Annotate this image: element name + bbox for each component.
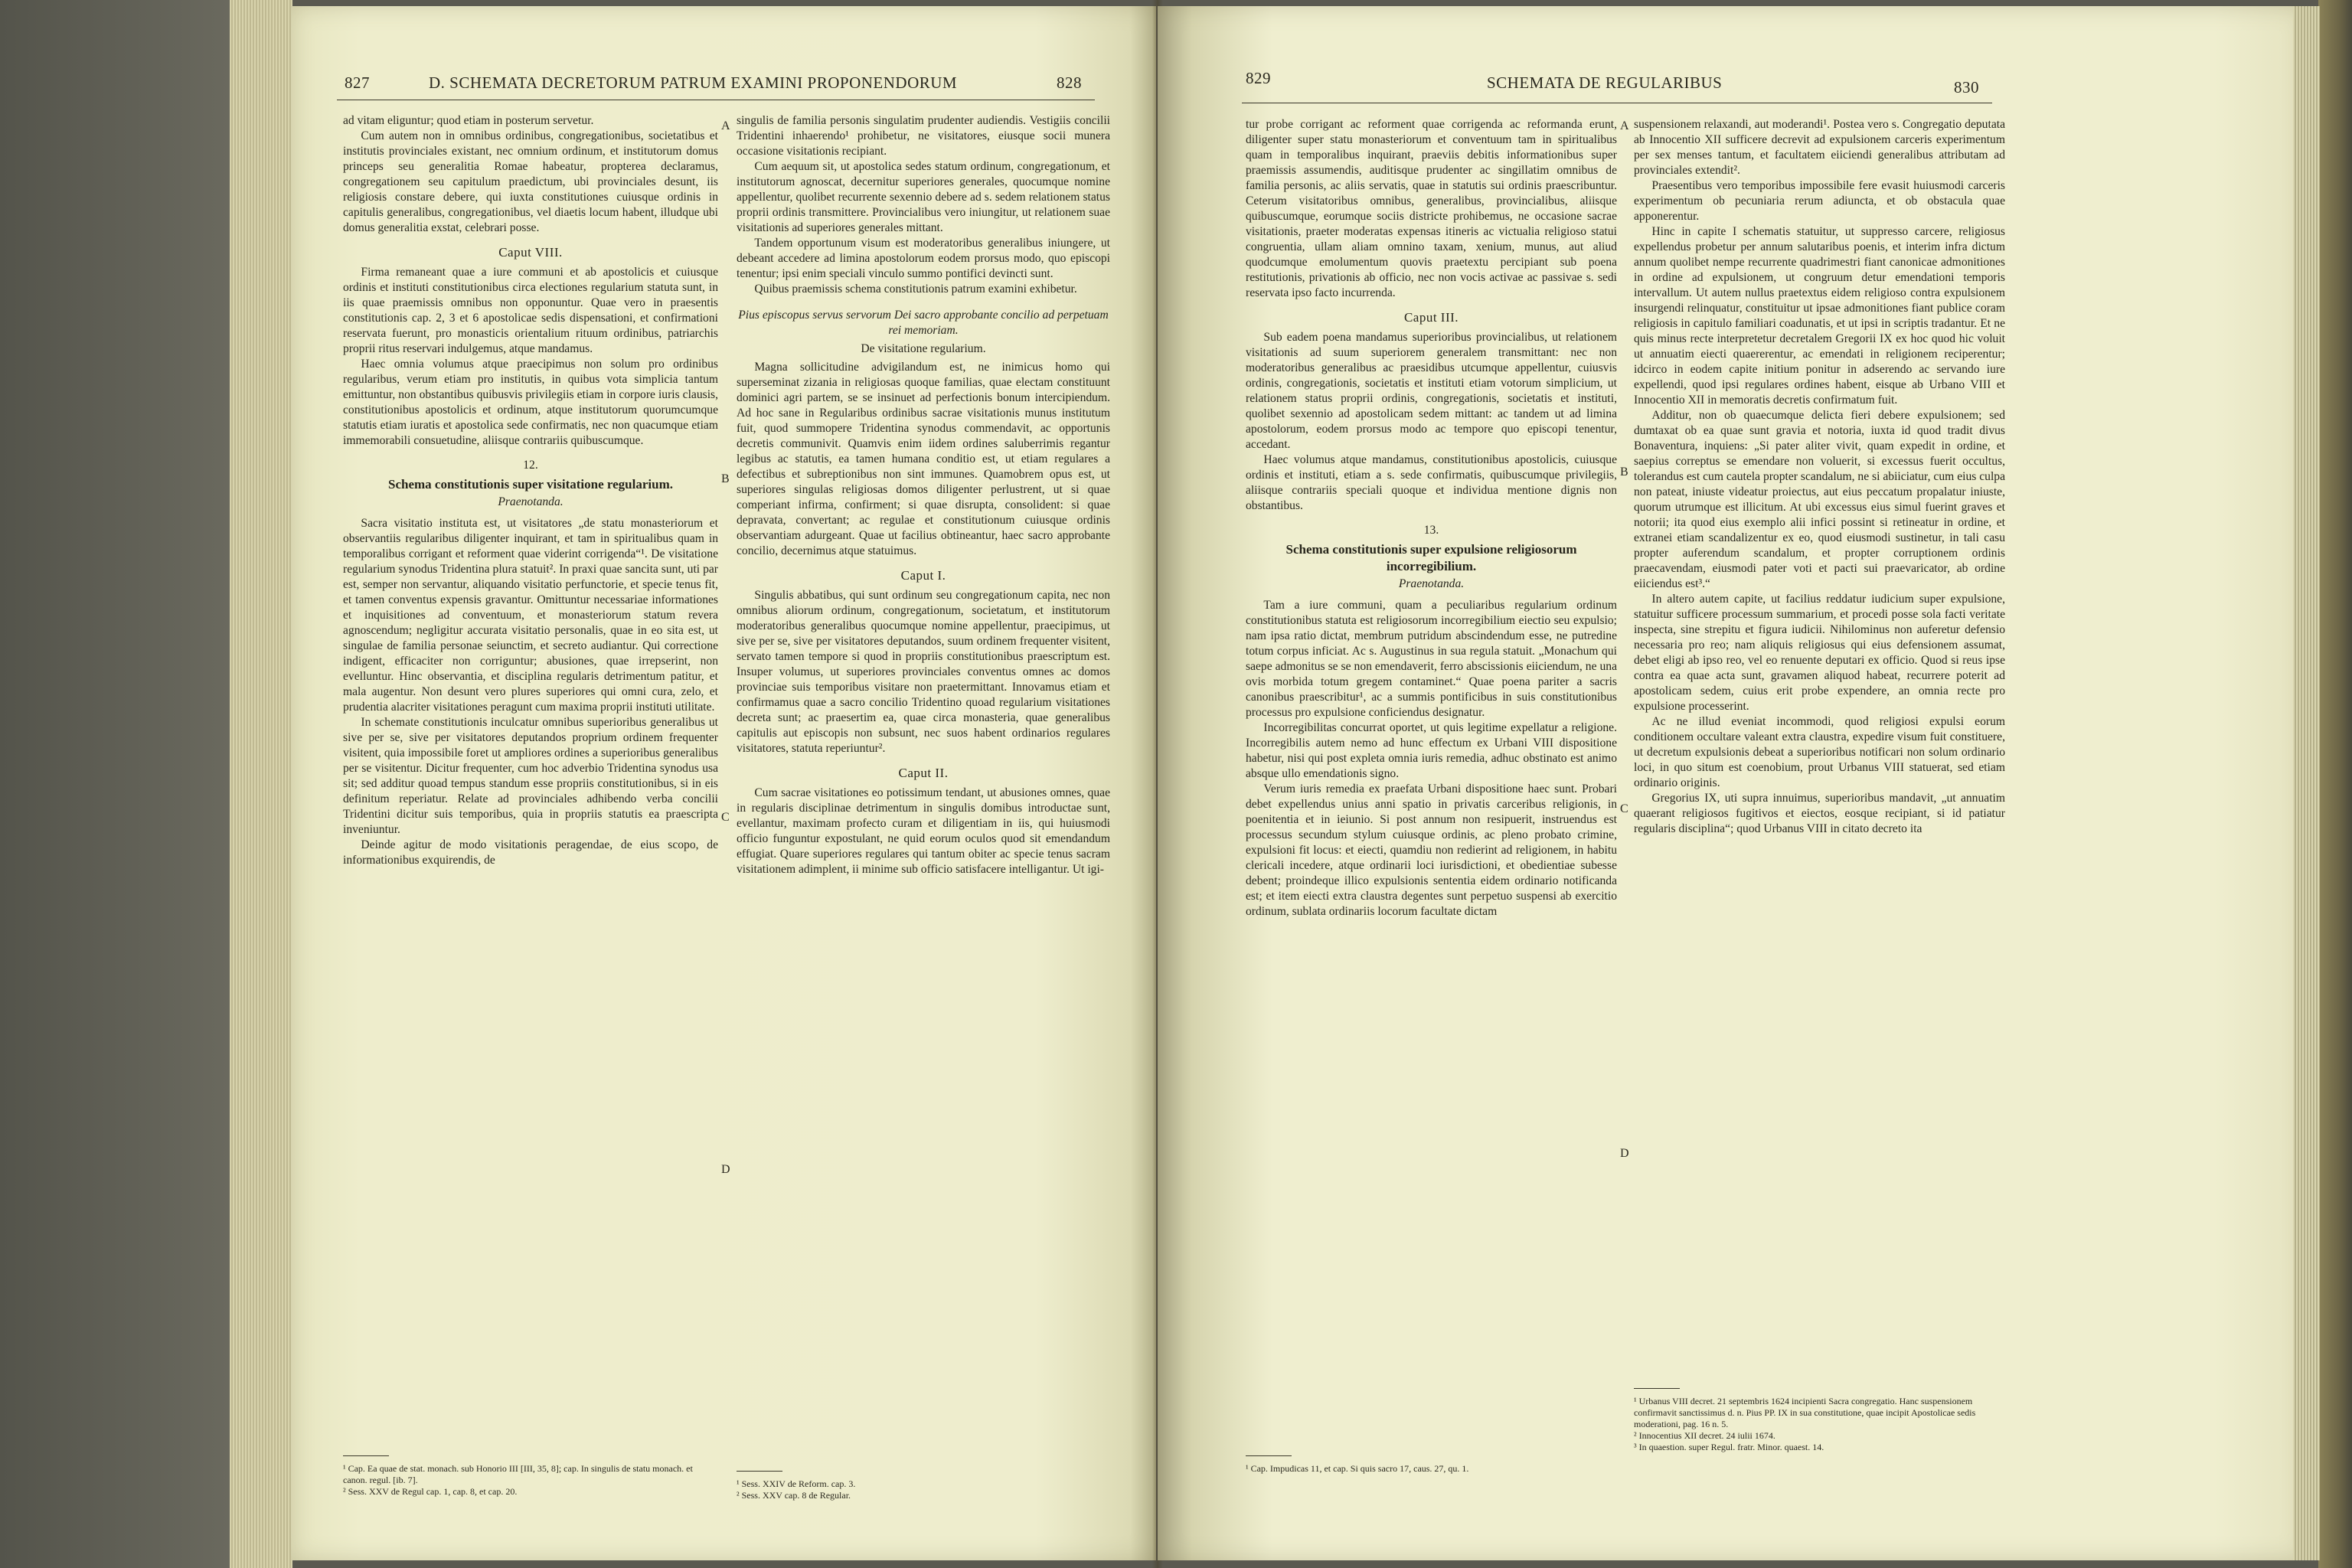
bull-subheading: De visitatione regularium. [861,342,986,355]
schema-number: 12. [523,459,538,472]
paragraph: Deinde agitur de modo visitationis peragendae, de eius scopo, de informationibus exquirendis, de [343,838,718,867]
margin-letter: A [1620,119,1629,132]
paragraph: Firma remaneant quae a iure communi et ab apostolicis et cuiusque ordinis et instituti constitutionibus circa electiones regularium statuta sunt, in iis quae praemissis omnibus non opponuntur. Quae vero in praesentis constitutionis cap. 2, 3 et 6 apostolicae sedis dispensationi, et confirmationi reservata fuerunt, pro monasticis orientalium rituum ordinibus, patriarchis proprii ritus reservari indulgemus, atque mandamus. [343,266,718,355]
paragraph: Hinc in capite I schematis statuitur, ut suppresso carcere, religiosus expellendus probetur per annum salutaribus poenis, et interim infra dictum annum quolibet nempe recurrente quadrimestri fiant canonicae admonitiones in ordine ad expulsionem, ut congruum detur emendationi temporis intervallum. Ut autem nullus praetextus eidem religioso contra expulsionem insurgendi relinquatur, constituitur ut ipsae admonitiones fiant publice coram religiosis in capitulo familiari coadunatis, et ut ipsi in scriptis tradantur. Et ne quis minus recte interpretetur decretalem Gregorii IX ex hoc quod hic voluit ut annuatim eiecti quaererentur, ac emendati in religionem reciperentur; idcirco in eodem capite initium ponitur in adserendo ac servando iure expellendi, quod ipsi regulares ordines habent, eisque ab Urbano VIII et Innocentio XII in memoratis decretis confirmatum fuit. [1634,225,2005,407]
section-heading: Caput III. [1403,310,1459,325]
paragraph: In altero autem capite, ut facilius reddatur iudicium super expulsione, statuitur sufficere processum summarium, et procedi posse sola facti veritate inspecta, sine strepitu et figura iudicii. Nihilominus non auferetur defensio necessaria pro reo; nam aliquis religiosus qui eius defensionem assumat, debet eligi ab ipso reo, vel eo renuente deputari ex officio. Quod si reus ipse contra ea quae acta sunt, gravamen aliquod habeat, recurrere poterit ad apostolicam sedem, cuius erit probe expendere, an omnia recte pro expulsione processerint. [1634,593,2005,713]
footnote: ³ In quaestion. super Regul. fratr. Minor. quaest. 14. [1634,1442,1824,1452]
footnote: ¹ Cap. Impudicas 11, et cap. Si quis sacro 17, caus. 27, qu. 1. [1246,1463,1469,1474]
left-column-1 [343,113,718,868]
margin-letter: D [721,1163,730,1176]
footnote-rule [1634,1388,1680,1389]
left-page-number-outer: 827 [345,74,370,92]
right-page-number-inner: 830 [1954,78,1979,96]
left-footnotes-col2 [737,1478,1110,1501]
margin-letter: D [1620,1147,1629,1160]
schema-title: Schema constitutionis super visitatione regularium. [388,477,673,492]
footnote-rule [343,1455,389,1456]
schema-number: 13. [1423,524,1439,537]
bull-heading: Pius episcopus servus servorum Dei sacro approbante concilio ad perpetuam rei memoriam. [738,309,1109,337]
left-page [291,6,1156,1560]
praenotanda-heading: Praenotanda. [498,495,564,508]
paragraph: Sacra visitatio instituta est, ut visitatores „de statu monasteriorum et observantiis regularibus diligenter inquirant, et tam in spiritualibus quam in temporalibus corrigant et reforment quae viderint corrigenda“¹. De visitatione regularium synodus Tridentina plura statuit². In praxi quae sancita sunt, uti par est, semper non servantur, aliquando visitatio perfunctorie, et specie tenus fit, et tamen conventus expensis gravantur. Omittuntur necessariae informationes et inquisitiones ad conventuum, et monasteriorum statum revera agnoscendum; negligitur accurata visitatio personalis, quae in eo sita est, ut singulae de familia personae seiunctim, et secreto audiantur. Qui correctione indigent, efficaciter non corriguntur; abusiones, quae irrepserint, non evelluntur. Hinc observantia, et disciplina regularis detrimentum patitur, et mala augentur. Non desunt vero plures superiores qui omni cura, zelo, et prudentia alacriter visitationes peragunt cum maxima proprii instituti utilitate. [343,517,718,714]
footnote-rule [1246,1455,1292,1456]
paragraph: Magna sollicitudine advigilandum est, ne inimicus homo qui superseminat zizania in religiosas quoque familias, quae electam constituunt dominici agri partem, se se insinuet ad perfectionis bonum intercipiendum. Ad hoc sane in Regularibus ordinibus sacrae visitationis munus institutum fuit, quod summopere Tridentina synodus commendavit, ac opportunis decretis communivit. Quamvis enim iidem ordines saluberrimis regantur legibus ac statutis, ea tamen humana conditio est, ut etiam regulares a defectibus et subreptionibus non sint immunes. Quamobrem opus est, ut superiores singulas religiosas domos diligenter perlustrent, ut si quae comperiant infirma, confirment; si quae disrupta, consolident: si quae depravata, convertant; ac regulae et constitutionum cuiusque ordinis observantiam adurgeant. Quae ut facilius obtineantur, haec sacro approbante concilio, decernimus atque statuimus. [737,361,1110,557]
footnote: ¹ Urbanus VIII decret. 21 septembris 1624 incipienti Sacra congregatio. Hanc suspensionem confirmavit sanctissimus d. n. Pius PP. IX in sua constitutione, quae incipit Apostolicae sedis moderationi, pag. 16 n. 5. [1634,1396,1976,1429]
margin-letter: B [721,472,730,485]
left-footnotes-col1 [343,1463,718,1498]
paragraph: Praesentibus vero temporibus impossibile fere evasit huiusmodi carceris experimentum ob pecuniaria rerum adiuncta, et ob obstacula quae apponerentur. [1634,179,2005,223]
section-heading: Caput II. [898,766,949,780]
paragraph: Haec omnia volumus atque praecipimus non solum pro ordinibus regularibus, verum etiam pro institutis, in quibus vota simplicia tantum emittuntur, non obstantibus quibusvis privilegiis etiam in corpore iuris clausis, constitutionibus apostolicis et ordinum, atque institutorum quorumcumque statutis etiam iuratis et apostolica sede confirmatis, nec non quacumque etiam immemorabili consuetudine, aliisque contrariis quibuscumque. [343,358,718,447]
right-page [1158,6,2306,1560]
paragraph: singulis de familia personis singulatim prudenter audiendis. Vestigiis concilii Tridentini inhaerendo¹ prohibetur, ne visitatores, eiusque socii munera occasione visitationis recipiant. [737,114,1110,158]
paragraph: Singulis abbatibus, qui sunt ordinum seu congregationum capita, nec non omnibus aliorum ordinum, congregationum, societatum, et institutorum moderatoribus generalibus quocumque nomine appellentur, praecipimus, ut sive per se, sive per visitatores deputandos, suum ordinem frequenter visitent, servato tamen tempore si quod in propriis constitutionibus praescriptum est. Insuper volumus, ut superiores provinciales conventus omnes ac domos provinciae suis temporibus visitare non praetermittant. Innovamus etiam et confirmamus quae a sacro concilio Tridentino quoad regularium visitationes decreta sunt; ac praesertim ea, quae circa monasteria, quae generalibus capitulis aut episcopis non subsunt, nec suos habent ordinarios regulares visitatores, statuta reperiuntur². [737,589,1110,755]
paragraph: Quibus praemissis schema constitutionis patrum examini exhibetur. [754,283,1077,296]
right-page-number-outer: 829 [1246,69,1271,87]
margin-letter: C [721,811,730,824]
right-footnotes-col1 [1246,1463,1617,1475]
paragraph: Additur, non ob quaecumque delicta fieri debere expulsionem; sed dumtaxat ob ea quae sunt gravia et notoria, iuxta id quod tradit divus Bonaventura, inquiens: „Si pater aliter vivit, quam expedit in ordine, et saepius correptus se emendare non voluerit, si excessus fuerit occultus, tolerandus est cum cautela propter scandalum, ne si abiiciatur, cum eius culpa non pateat, iniuste videatur proiectus, aut eius peccatum propalatur iniuste, quorum utrumque est illicitum. At ubi excessus eius simul fuerint graves et notorii; ita quod eius exemplo alii infici possint si retineatur in ordine, et extranei etiam scandalizentur ex eo, quod eiusmodi sustinetur, in tali casu propter auferendum scandalum, et propter corruptionem ordinis praecavendam, eiusmodi pater voti et pacti sui praevaricator, ab ordine eiiciendus est³.“ [1634,409,2005,590]
left-running-head: D. SCHEMATA DECRETORUM PATRUM EXAMINI PROPONENDORUM [429,74,958,92]
left-page-number-inner: 828 [1057,74,1082,92]
paragraph: In schemate constitutionis inculcatur omnibus superioribus generalibus ut sive per se, sive per visitatores deputandos proprium ordinem frequenter visitent, quia impossibile foret ut ampliores ordines a superioribus generalibus per se visitentur. Dicitur frequenter, cum hoc adverbio Tridentina synodus usa sit; sed additur quoad tempus standum esse propriis constitutionibus, si in eis definitum reperiatur. Relate ad provinciales adhibendo verba concilii Tridentini dicitur suis temporibus, quia in propriis statutis ea praescripta inveniuntur. [343,716,718,836]
right-footnotes-col2 [1634,1396,2005,1453]
paragraph: Cum sacrae visitationes eo potissimum tendant, ut abusiones omnes, quae in regularis disciplinae detrimentum in singulis domibus introductae sunt, evellantur, maximam profecto curam et diligentiam in iis, qui huiusmodi officio funguntur expostulant, ne quid eorum oculos quod sit emendandum effugiat. Quare superiores regulares qui tantum obiter ac specie tenus sacram visitationem adimplent, ii minime sub officio satisfacere intelligantur. Ut igi- [737,786,1110,876]
right-column-2 [1634,117,2005,837]
margin-letter: A [721,119,730,132]
footnote: ² Sess. XXV cap. 8 de Regular. [737,1490,851,1501]
paragraph: Ac ne illud eveniat incommodi, quod religiosi expulsi eorum conditionem occultare valeant extra claustra, expedire visum fuit constituere, ut decretum expulsionis debeat a superioribus notificari non solum ordinario loci, in quo situm est coenobium, prout Urbanus VIII statuerat, sed etiam ordinario originis. [1634,715,2005,789]
page-stack-right [2293,6,2320,1560]
paragraph: Cum aequum sit, ut apostolica sedes statum ordinum, congregationum, et institutorum agnoscat, decernitur superiores generales, quocumque nomine appellentur, quolibet recurrente sexennio debere ad s. sedem relationem status proprii ordinis transmittere. Provincialibus vero iniungitur, ut relationem suae visitationis ad superiores generales mittant. [737,160,1110,234]
praenotanda-heading: Praenotanda. [1398,577,1465,590]
page-stack-left [230,0,292,1568]
section-heading: Caput VIII. [498,245,563,260]
right-running-head: SCHEMATA DE REGULARIBUS [1487,74,1723,92]
paragraph: Sub eadem poena mandamus superioribus provincialibus, ut relationem visitationis ad suum superiorem generalem transmittant: nec non moderatoribus generalibus ac praesidibus utcumque appellentur, cuiusvis ordinis, congregationis, societatis et instituti etiam votorum simplicium, ut relationem status proprii ordinis, congregationis, societatis et instituti, quolibet sexennio ad apostolicam sedem mittant: ac tandem ut ad limina apostolorum, eodem prorsus modo ac tempore quo episcopi tenentur, accedant. [1246,331,1617,451]
right-column-1 [1246,117,1617,920]
paragraph: Gregorius IX, uti supra innuimus, superioribus mandavit, „ut annuatim quaerant religiosos fugitivos et eiectos, eosque recipiant, si id patiatur regularis disciplina“; quod Urbanus VIII in citato decreto ita [1634,792,2005,835]
paragraph: ad vitam eliguntur; quod etiam in posterum servetur. [343,114,594,127]
section-heading: Caput I. [900,568,946,583]
paragraph: Haec volumus atque mandamus, constitutionibus apostolicis, cuiusque ordinis et instituti, etiam a s. sede confirmatis, quibuscumque privilegiis, aliisque contrariis speciali quoque et individua mentione dignis non obstantibus. [1246,453,1617,512]
paragraph: Incorregibilitas concurrat oportet, ut quis legitime expellatur a religione. Incorregibilis autem nemo ad hunc effectum ex Urbani VIII dispositione habetur, nisi qui post expleta omnia iuris remedia, adhuc obstinato est animo absque ullo emendationis signo. [1246,721,1617,780]
margin-letter: B [1620,466,1628,479]
margin-letter: C [1620,802,1628,815]
paragraph: Cum autem non in omnibus ordinibus, congregationibus, societatibus et institutis provinciales existant, nec omnium ordinum, et institutorum domus princeps seu generalitia Romae habeatur, propterea declaramus, congregationem seu capitulum praedictum, ubi provinciales desunt, iis religiosis constare debere, qui iuxta constitutiones cuiusque ordinis in capitulis generalibus, congregationibus, vel diaetis locum habent, illudque ubi domus generalitia exstat, celebrari posse. [343,129,718,234]
left-column-2 [737,113,1110,877]
footnote-rule [737,1471,782,1472]
footnote: ¹ Sess. XXIV de Reform. cap. 3. [737,1478,856,1489]
schema-title: Schema constitutionis super expulsione religiosorum incorregibilium. [1285,542,1577,573]
footnote: ¹ Cap. Ea quae de stat. monach. sub Honorio III [III, 35, 8]; cap. In singulis de statu monach. et canon. regul. [ib. 7]. [343,1463,693,1485]
footnote: ² Innocentius XII decret. 24 iulii 1674. [1634,1430,1775,1441]
paragraph: suspensionem relaxandi, aut moderandi¹. Postea vero s. Congregatio deputata ab Innocentio XII sufficere decrevit ad expulsionem carceris experimentum per sex menses tantum, et facultatem eiiciendi generalibus attributam ad provinciales extendit². [1634,118,2005,177]
paragraph: Tandem opportunum visum est moderatoribus generalibus iniungere, ut debeant accedere ad limina apostolorum eodem prorsus modo, quo episcopi tenentur; ipsi enim speciali vinculo summo pontifici devincti sunt. [737,237,1110,280]
paragraph: tur probe corrigant ac reforment quae corrigenda ac reformanda erunt, diligenter super statu monasteriorum et conventuum tam in spiritualibus quam in temporalibus inquirant, praeviis debitis informationibus super praemissis assumendis, auditisque prudenter ac singillatim omnibus de familia personis, ac aliis servatis, quae in statutis sui ordinis praescribuntur. Ceterum visitatoribus omnibus, generalibus, provincialibus, aliisque quibuscumque, eorumque sociis districte prohibemus, ne occasione sacrae visitationis, praeter moderatas expensas itineris ac victualia religioso statui congruentia, ullam aliam omnino taxam, xenium, munus, aut aliud quodcumque emolumentum quovis praetextu percipiant sub poena restitutionis, privationis ab officio, nec non vocis activae ac passivae s. sedi reservata ipso facto incurrenda. [1246,118,1617,299]
footnote: ² Sess. XXV de Regul cap. 1, cap. 8, et cap. 20. [343,1486,518,1497]
paragraph: Tam a iure communi, quam a peculiaribus regularium ordinum constitutionibus statuta est religiosorum incorregibilium eiectio seu expulsio; nam ipsa ratio dictat, membrum putridum abscindendum esse, ne putredine totum corpus inficiat. Ac s. Augustinus in sua regula statuit. „Monachum qui saepe admonitus se se non emendaverit, ferro abscissionis eiiciendum, ne una ovis morbida totum gregem contaminet.“ Quae poena pariter a sacris canonibus praescribitur¹, ac a summis pontificibus in suis constitutionibus processus pro expulsione conficiendus designatur. [1246,599,1617,719]
paragraph: Verum iuris remedia ex praefata Urbani dispositione haec sunt. Probari debet expellendus unius anni spatio in privatis carceribus religionis, in poenitentia et in ieiunio. Si post annum non resipuerit, instruendus est processus secundum stylum cuiusque ordinis, ac pleno probato crimine, expulsioni fit locus: et eiecti, quamdiu non redierint ad religionem, in habitu clericali incedere, atque ordinarii loci iurisdictioni, et obedientiae subesse debent; proindeque illico expulsionis sententia eidem ordinario notificanda est; et item eiecti extra claustra degentes sunt perpetuo suspensi ab exercitio ordinum, sublata ordinariis locorum facultate dictam [1246,782,1617,918]
table-edge [2318,0,2352,1568]
